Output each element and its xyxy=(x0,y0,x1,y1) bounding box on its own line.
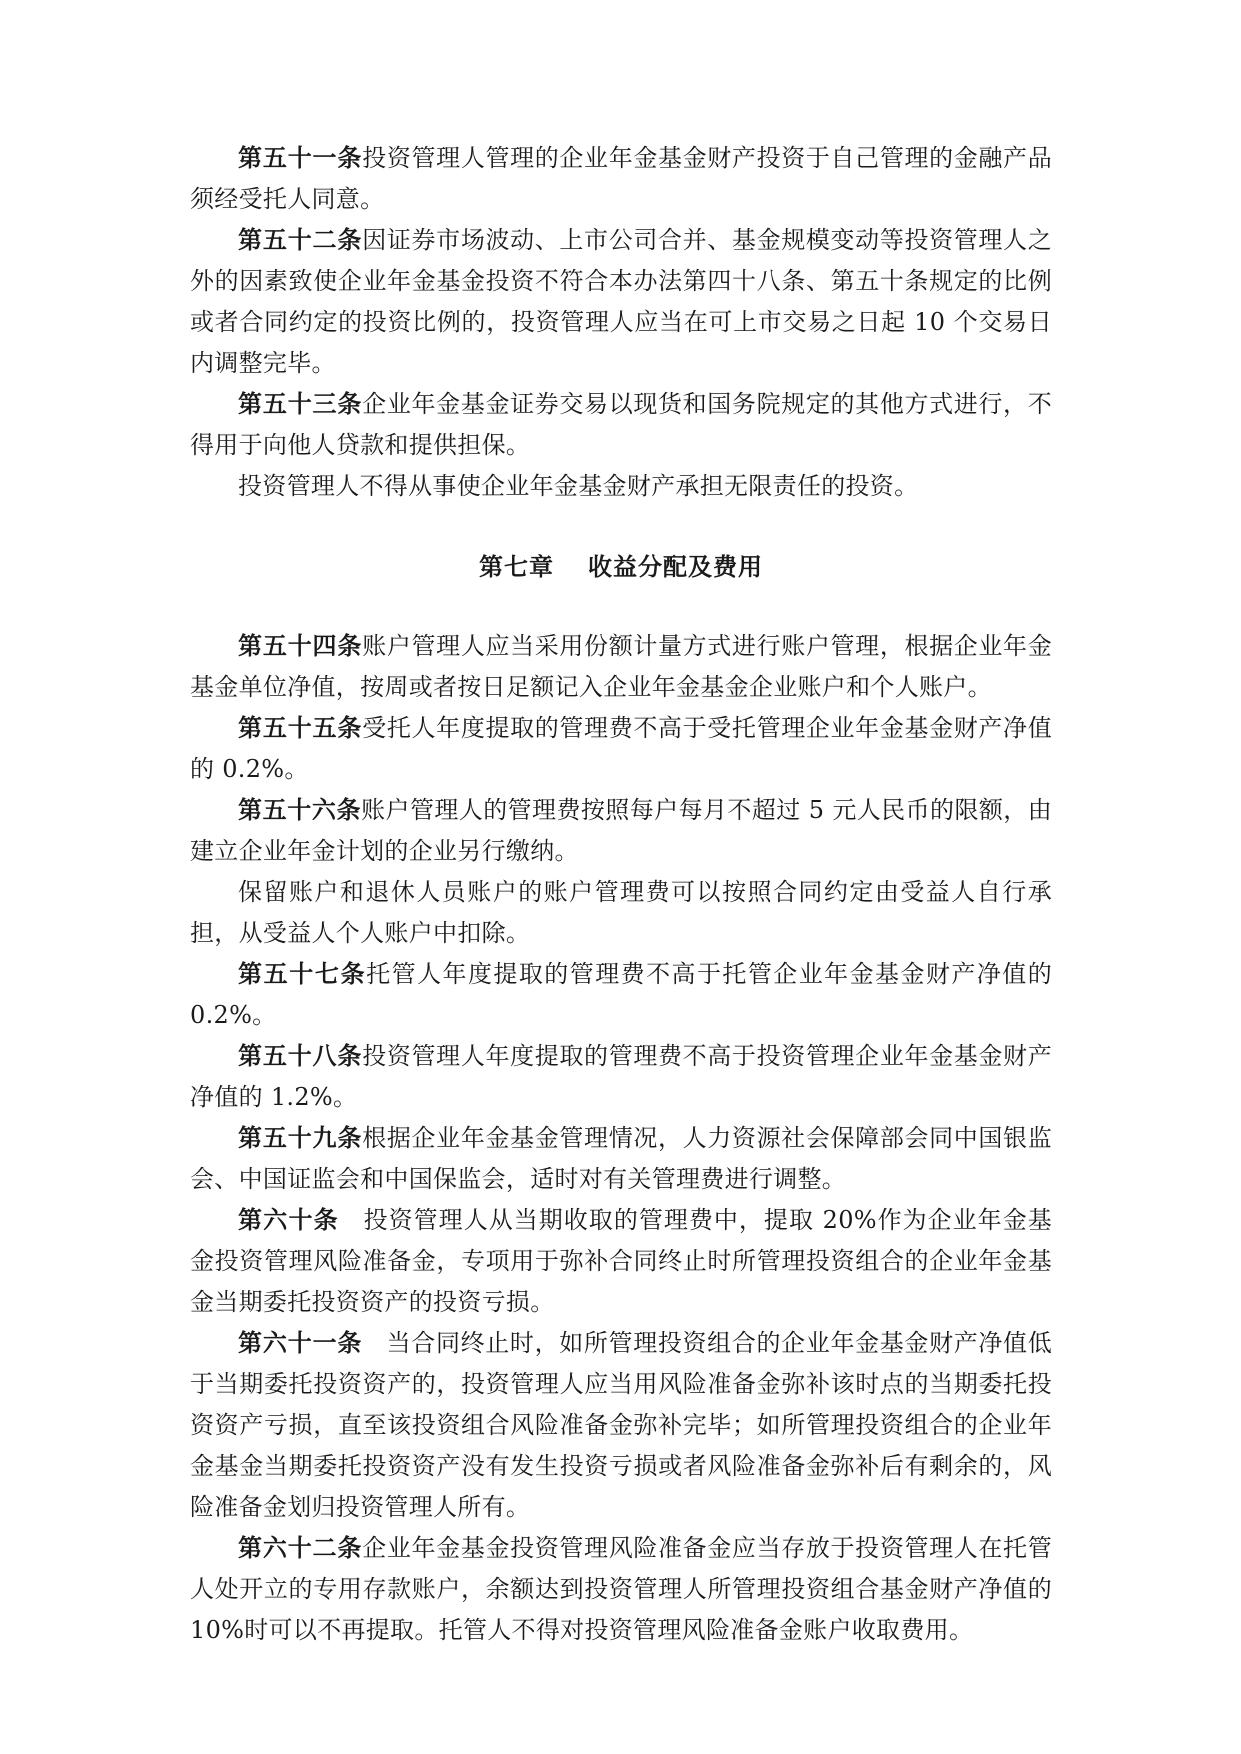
article-57 xyxy=(190,954,1052,1036)
article-text: 受托人年度提取的管理费不高于受托管理企业年金基金财产净值的 0.2%。 xyxy=(190,714,1052,783)
chapter-title: 收益分配及费用 xyxy=(588,553,763,581)
article-label: 第五十二条 xyxy=(238,226,363,254)
article-text: 账户管理人的管理费按照每户每月不超过 5 元人民币的限额，由建立企业年金计划的企业另行缴纳。 xyxy=(190,796,1053,865)
article-label: 第六十条 xyxy=(238,1206,339,1234)
article-61 xyxy=(190,1323,1052,1528)
article-text: 保留账户和退休人员账户的账户管理费可以按照合同约定由受益人自行承担，从受益人个人账户中扣除。 xyxy=(190,878,1052,947)
chapter-number: 第七章 xyxy=(479,553,554,581)
article-text: 投资管理人从当期收取的管理费中，提取 20%作为企业年金基金投资管理风险准备金，专项用于弥补合同终止时所管理投资组合的企业年金基金当期委托投资资产的投资亏损。 xyxy=(190,1206,1053,1316)
article-label: 第五十三条 xyxy=(238,390,363,418)
article-text: 企业年金基金证券交易以现货和国务院规定的其他方式进行，不得用于向他人贷款和提供担保。 xyxy=(190,390,1052,459)
article-51 xyxy=(190,138,1052,220)
article-label: 第五十六条 xyxy=(238,796,362,824)
article-label: 第五十四条 xyxy=(238,632,363,660)
article-text: 投资管理人不得从事使企业年金基金财产承担无限责任的投资。 xyxy=(238,472,919,500)
article-text: 投资管理人年度提取的管理费不高于投资管理企业年金基金财产净值的 1.2%。 xyxy=(190,1042,1052,1111)
document-page xyxy=(190,138,1052,1651)
article-54 xyxy=(190,626,1052,708)
article-55 xyxy=(190,708,1052,790)
article-label: 第五十九条 xyxy=(238,1124,363,1152)
article-text: 当合同终止时，如所管理投资组合的企业年金基金财产净值低于当期委托投资资产的，投资管理人应当用风险准备金弥补该时点的当期委托投资资产亏损，直至该投资组合风险准备金弥补完毕；如所管理投资组合的企业年金基金当期委托投资资产没有发生投资亏损或者风险准备金弥补后有剩余的，风险准备金划归投资管理人所有。 xyxy=(190,1329,1052,1521)
article-label: 第六十二条 xyxy=(238,1534,363,1562)
article-text: 托管人年度提取的管理费不高于托管企业年金基金财产净值的 0.2%。 xyxy=(190,960,1052,1029)
chapter-heading xyxy=(190,547,1052,588)
article-60 xyxy=(190,1200,1052,1323)
article-label: 第五十七条 xyxy=(238,960,367,988)
article-label: 第五十一条 xyxy=(238,144,363,172)
article-56-paragraph-2 xyxy=(190,872,1052,954)
article-text: 账户管理人应当采用份额计量方式进行账户管理，根据企业年金基金单位净值，按周或者按日足额记入企业年金基金企业账户和个人账户。 xyxy=(190,632,1052,701)
article-text: 因证券市场波动、上市公司合并、基金规模变动等投资管理人之外的因素致使企业年金基金投资不符合本办法第四十八条、第五十条规定的比例或者合同约定的投资比例的，投资管理人应当在可上市交易之日起 10 个交易日内调整完毕。 xyxy=(190,226,1052,377)
article-53 xyxy=(190,384,1052,466)
article-53-paragraph-2 xyxy=(190,466,1052,507)
article-52 xyxy=(190,220,1052,384)
article-text: 企业年金基金投资管理风险准备金应当存放于投资管理人在托管人处开立的专用存款账户，余额达到投资管理人所管理投资组合基金财产净值的 10%时可以不再提取。托管人不得对投资管理风险准备金账户收取费用。 xyxy=(190,1534,1052,1644)
article-text: 投资管理人管理的企业年金基金财产投资于自己管理的金融产品须经受托人同意。 xyxy=(190,144,1052,213)
article-59 xyxy=(190,1118,1052,1200)
article-label: 第五十五条 xyxy=(238,714,363,742)
article-56 xyxy=(190,790,1052,872)
article-label: 第五十八条 xyxy=(238,1042,363,1070)
article-text: 根据企业年金基金管理情况，人力资源社会保障部会同中国银监会、中国证监会和中国保监会，适时对有关管理费进行调整。 xyxy=(190,1124,1052,1193)
article-62 xyxy=(190,1528,1052,1651)
article-58 xyxy=(190,1036,1052,1118)
article-label: 第六十一条 xyxy=(238,1329,363,1357)
